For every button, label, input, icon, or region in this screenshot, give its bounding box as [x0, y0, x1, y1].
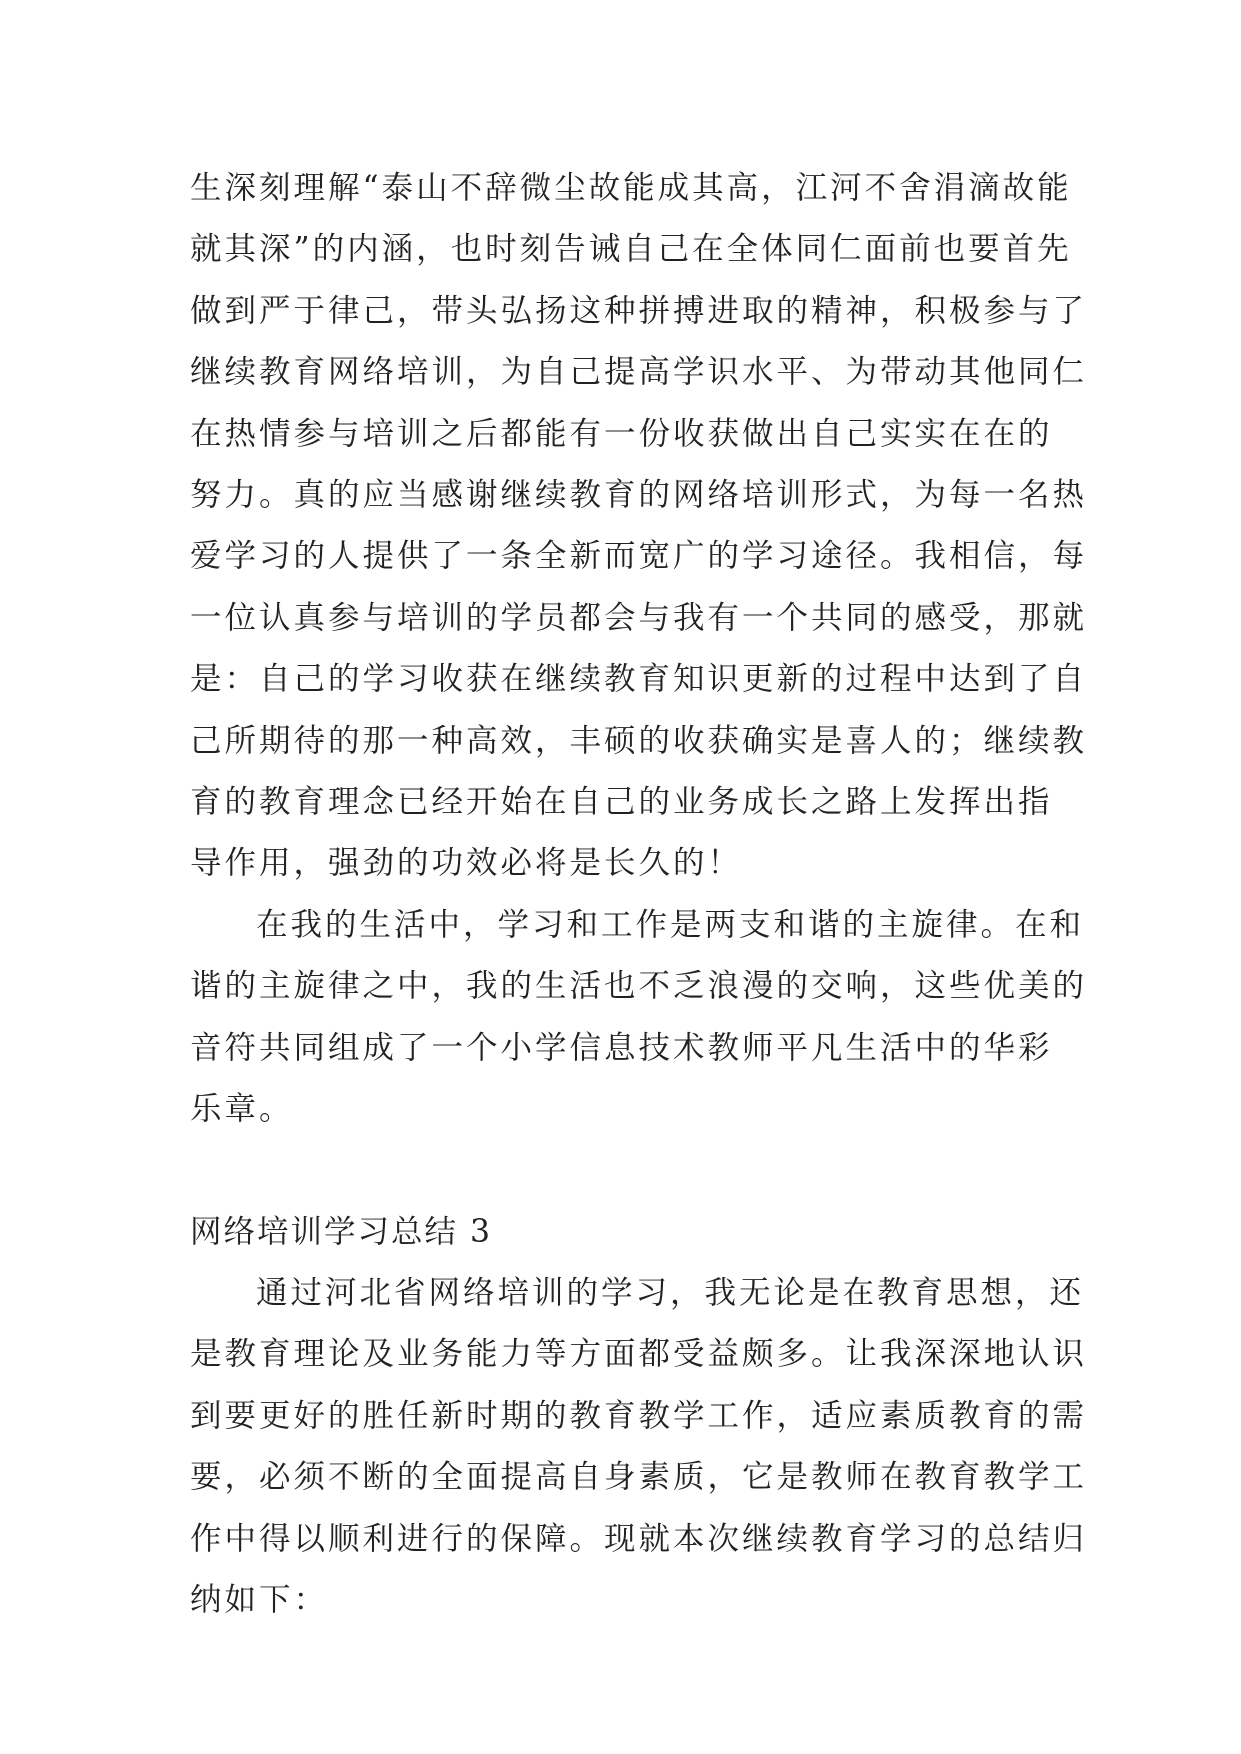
- text-line: 要，必须不断的全面提高自身素质，它是教师在教育教学工: [190, 1459, 1088, 1496]
- text-line: 是：自己的学习收获在继续教育知识更新的过程中达到了自: [190, 661, 1088, 698]
- document-body: [190, 158, 1088, 1631]
- text-line: 音符共同组成了一个小学信息技术教师平凡生活中的华彩: [190, 1029, 1053, 1066]
- section-heading: 网络培训学习总结 3: [190, 1213, 493, 1250]
- text-line: 作中得以顺利进行的保障。现就本次继续教育学习的总结归: [190, 1520, 1088, 1557]
- text-line: 继续教育网络培训，为自己提高学识水平、为带动其他同仁: [190, 354, 1088, 391]
- text-line: 一位认真参与培训的学员都会与我有一个共同的感受，那就: [190, 599, 1088, 636]
- text-line: 在我的生活中，学习和工作是两支和谐的主旋律。在和: [256, 906, 1085, 943]
- text-line: 纳如下：: [190, 1581, 329, 1618]
- paragraph-2: [190, 895, 1088, 1141]
- text-line: 努力。真的应当感谢继续教育的网络培训形式，为每一名热: [190, 477, 1088, 514]
- paragraph-3: [190, 1263, 1088, 1631]
- text-line: 到要更好的胜任新时期的教育教学工作，适应素质教育的需: [190, 1397, 1088, 1434]
- text-line: 是教育理论及业务能力等方面都受益颇多。让我深深地认识: [190, 1336, 1088, 1373]
- text-line: 己所期待的那一种高效，丰硕的收获确实是喜人的；继续教: [190, 722, 1088, 759]
- paragraph-1: [190, 158, 1088, 895]
- text-line: 做到严于律己，带头弘扬这种拼搏进取的精神，积极参与了: [190, 292, 1088, 329]
- text-line: 生深刻理解“泰山不辞微尘故能成其高，江河不舍涓滴故能: [190, 170, 1072, 206]
- text-line: 乐章。: [190, 1091, 294, 1128]
- text-line: 就其深”的内涵，也时刻告诫自己在全体同仁面前也要首先: [190, 231, 1072, 268]
- text-line: 导作用，强劲的功效必将是长久的！: [190, 845, 743, 882]
- text-line: 谐的主旋律之中，我的生活也不乏浪漫的交响，这些优美的: [190, 968, 1088, 1005]
- text-line: 育的教育理念已经开始在自己的业务成长之路上发挥出指: [190, 784, 1053, 821]
- text-line: 通过河北省网络培训的学习，我无论是在教育思想，还: [256, 1274, 1085, 1311]
- text-line: 爱学习的人提供了一条全新而宽广的学习途径。我相信，每: [190, 538, 1088, 575]
- text-line: 在热情参与培训之后都能有一份收获做出自己实实在在的: [190, 415, 1053, 452]
